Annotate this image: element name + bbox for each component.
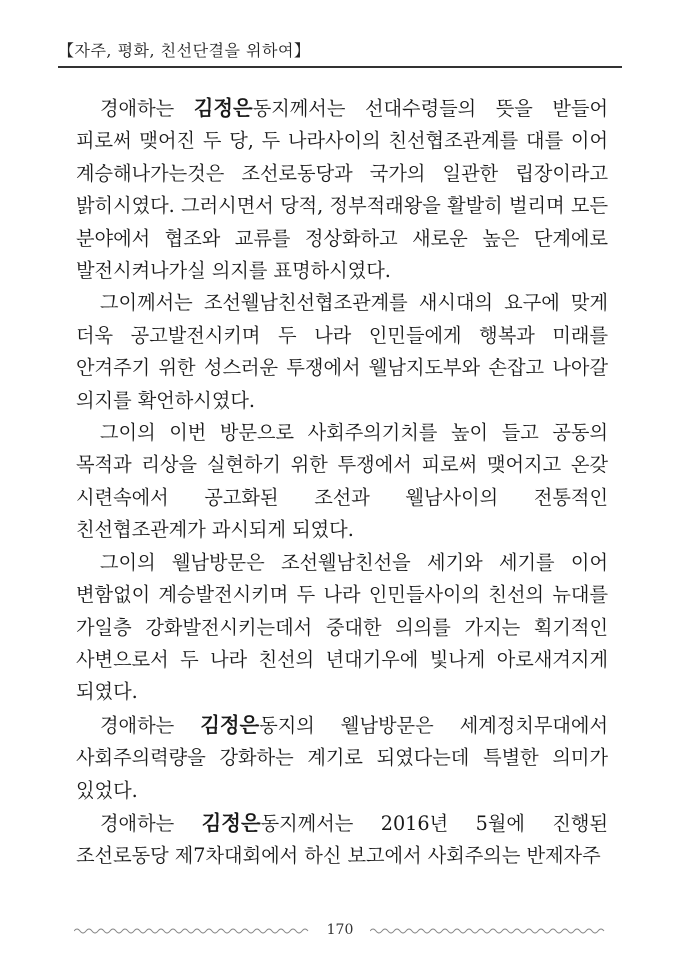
paragraph-text: 동지께서는 선대수령들의 뜻을 받들어 피로써 맺어진 두 당, 두 나라사이의 친선협조관계를 대를 이어 계승해나가는것은 조선로동당과 국가의 일관한 립장이라고 밝히시였다. 그러시면서 당적, 정부적래왕을 활발히 벌리며 모든 분야에서 협조와 교류를 정상화하고 새로운 높은 단계에로 발전시켜나가실 의지를 표명하시였다.: [76, 97, 609, 283]
paragraph-1: [76, 92, 608, 287]
leader-name: 김정은: [200, 712, 260, 737]
paragraph-3: [76, 417, 608, 547]
paragraph-6: [76, 807, 608, 873]
paragraph-text: 그이의 웰남방문은 조선웰남친선을 세기와 세기를 이어 변함없이 계승발전시키며 두 나라 인민들사이의 친선의 뉴대를 가일층 강화발전시키는데서 중대한 의의를 가지는 획기적인 사변으로서 두 나라 친선의 년대기우에 빛나게 아로새겨지게 되였다.: [76, 550, 608, 704]
paragraph-lead: 경애하는: [100, 97, 194, 120]
paragraph-text: 동지께서는 2016년 5월에 진행된 조선로동당 제7차대회에서 하신 보고에서 사회주의는 반제자주: [76, 811, 608, 868]
body-text: [76, 92, 608, 873]
page-number: 170: [326, 922, 354, 938]
leader-name: 김정은: [201, 810, 261, 835]
paragraph-2: [76, 287, 608, 417]
footer-ornament-right: [370, 927, 606, 935]
paragraph-lead: 경애하는: [100, 811, 202, 835]
paragraph-4: [76, 547, 608, 709]
paragraph-text: 그이의 이번 방문으로 사회주의기치를 높이 들고 공동의 목적과 리상을 실현하기 위한 투쟁에서 피로써 맺어지고 온갖 시련속에서 공고화된 조선과 웰남사이의 전통적인 친선협조관계가 과시되게 되였다.: [76, 421, 608, 542]
paragraph-text: 동지의 웰남방문은 세계정치무대에서 사회주의력량을 강화하는 계기로 되였다는데 특별한 의미가 있었다.: [76, 713, 608, 802]
leader-name: 김정은: [193, 96, 253, 120]
paragraph-lead: 경애하는: [100, 713, 201, 737]
paragraph-5: [76, 709, 608, 807]
header-rule: [58, 66, 622, 68]
running-header: 【자주, 평화, 친선단결을 위하여】: [58, 41, 311, 60]
paragraph-text: 그이께서는 조선웰남친선협조관계를 새시대의 요구에 맞게 더욱 공고발전시키며 두 나라 인민들에게 행복과 미래를 안겨주기 위한 성스러운 투쟁에서 웰남지도부와 손잡고 나아갈 의지를 확언하시였다.: [76, 291, 608, 412]
